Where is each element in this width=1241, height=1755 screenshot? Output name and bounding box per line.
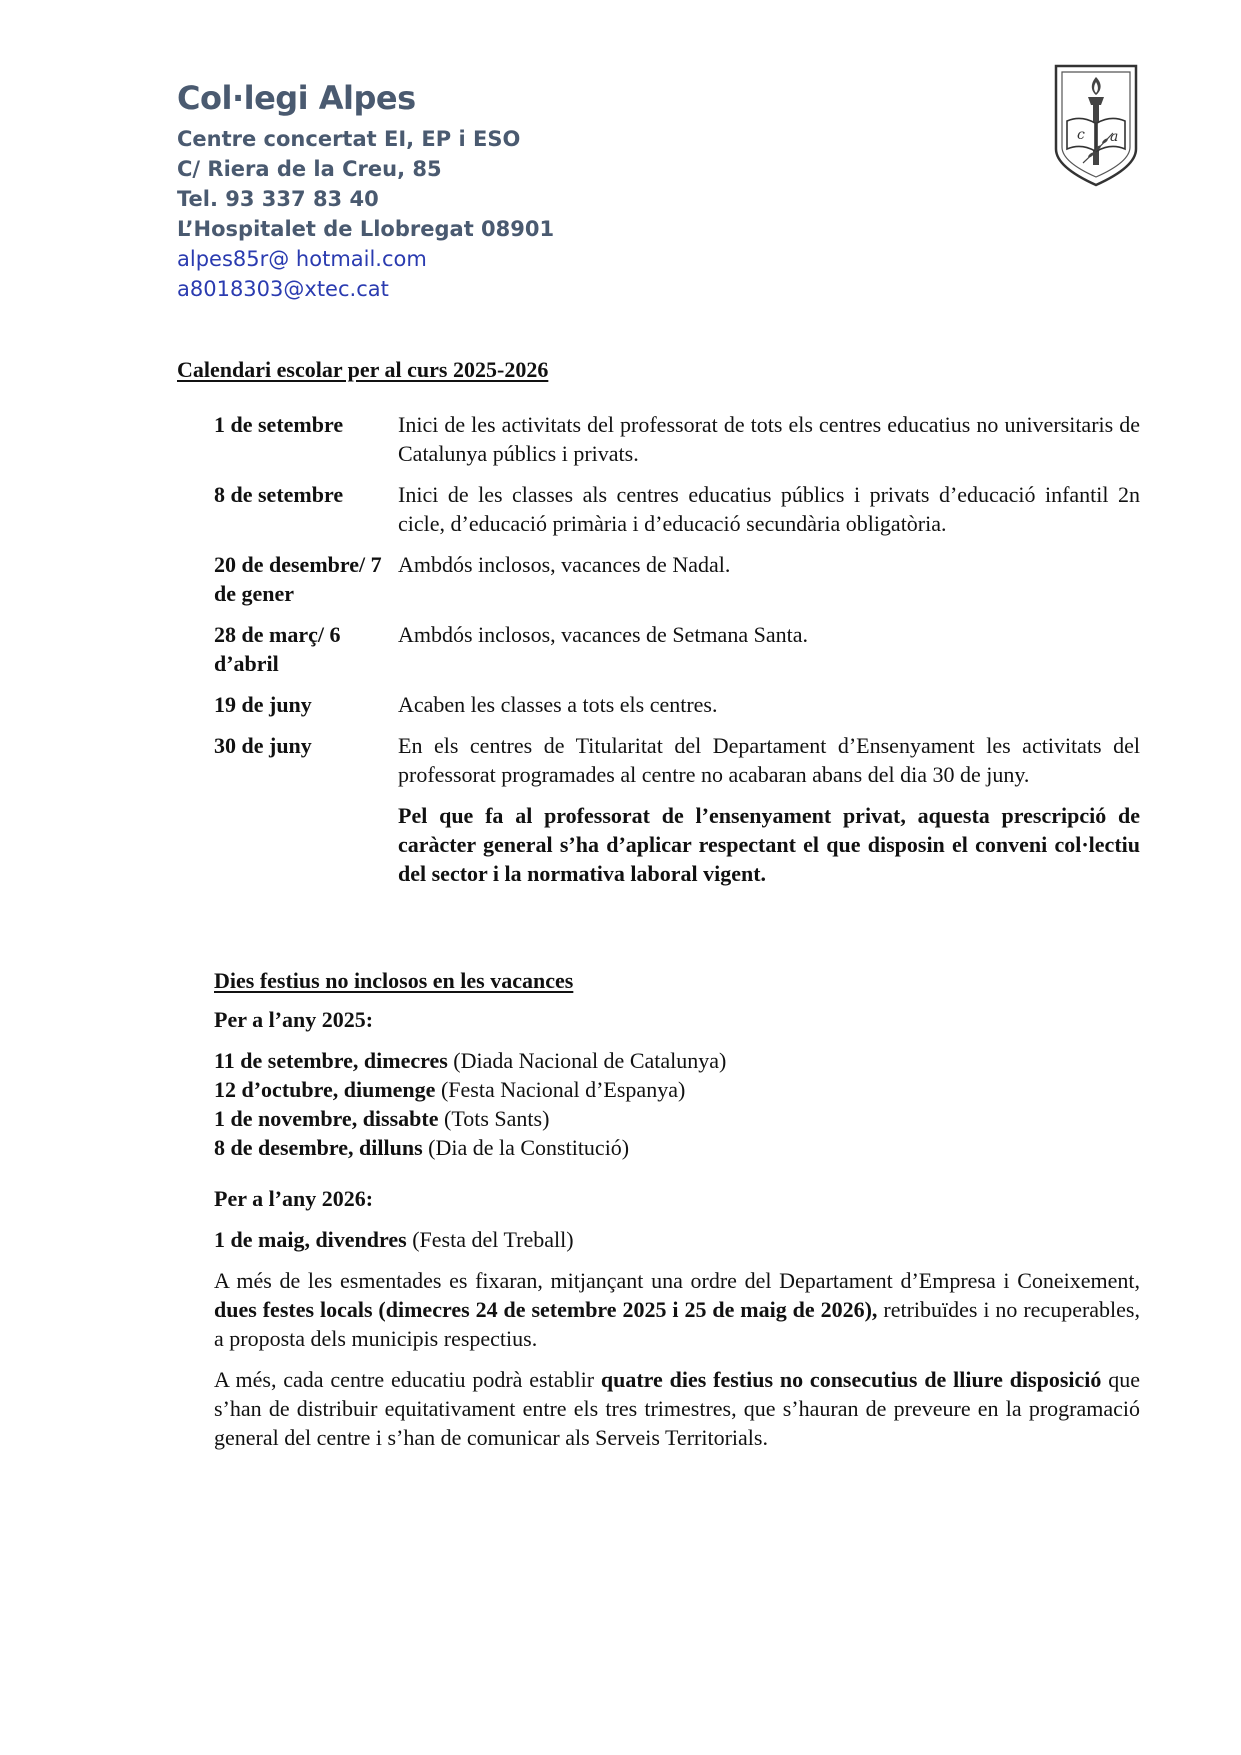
para-bold-text: dues festes locals (dimecres 24 de setembre 2025 i 25 de maig de 2026), — [214, 1297, 878, 1322]
list-item — [214, 1046, 1140, 1075]
calendar-date: 1 de setembre — [214, 412, 344, 437]
holiday-date: 8 de desembre, dilluns — [214, 1135, 423, 1160]
email-link-hotmail[interactable]: alpes85r@ hotmail.com — [177, 247, 427, 271]
holiday-date: 11 de setembre, dimecres — [214, 1048, 448, 1073]
calendar-row — [214, 731, 1140, 789]
calendar-desc: Inici de les activitats del professorat de tots els centres educatius no universitaris de Catalunya públics i privats. — [398, 412, 1140, 466]
holiday-name: (Dia de la Constitució) — [428, 1135, 630, 1160]
calendar-desc: En els centres de Titularitat del Departament d’Ensenyament les activitats del professorat programades al centre no acabaran abans del dia 30 de juny. — [398, 733, 1140, 787]
calendar-table — [214, 410, 1140, 888]
email-link-xtec[interactable]: a8018303@xtec.cat — [177, 277, 389, 301]
list-item — [214, 1075, 1140, 1104]
calendar-desc: Ambdós inclosos, vacances de Nadal. — [398, 552, 731, 577]
para-text: A més, cada centre educatiu podrà establir — [214, 1367, 601, 1392]
calendar-desc: Inici de les classes als centres educatius públics i privats d’educació infantil 2n cicle, d’educació primària i d’educació secundària obligatòria. — [398, 482, 1140, 536]
para-text: retribuïdes i no recuperables, a proposta dels municipis respectius. — [214, 1297, 1140, 1351]
calendar-date: 19 de juny — [214, 692, 312, 717]
holiday-name: (Diada Nacional de Catalunya) — [453, 1048, 727, 1073]
calendar-desc: Ambdós inclosos, vacances de Setmana Santa. — [398, 622, 808, 647]
list-item — [214, 1225, 1140, 1254]
holiday-date: 12 d’octubre, diumenge — [214, 1077, 436, 1102]
holiday-name: (Festa Nacional d’Espanya) — [440, 1077, 686, 1102]
school-name: Col·legi Alpes — [177, 79, 416, 117]
year-2025-heading: Per a l’any 2025: — [214, 1007, 374, 1032]
holiday-name: (Festa del Treball) — [412, 1227, 574, 1252]
para-bold-text: quatre dies festius no consecutius de lliure disposició — [600, 1367, 1102, 1392]
calendar-date: 28 de març/ 6 d’abril — [214, 622, 341, 676]
calendar-date: 20 de desembre/ 7 de gener — [214, 552, 382, 606]
holidays-section — [214, 1005, 1140, 1464]
para-text: que s’han de distribuir equitativament entre els tres trimestres, que s’hauran de preveure en la programació general del centre i s’han de comunicar als Serveis Territorials. — [214, 1367, 1141, 1450]
holiday-name: (Tots Sants) — [444, 1106, 550, 1131]
calendar-row — [214, 690, 1140, 719]
school-address: C/ Riera de la Creu, 85 — [177, 157, 442, 181]
school-city: L’Hospitalet de Llobregat 08901 — [177, 217, 555, 241]
calendar-date: 30 de juny — [214, 733, 312, 758]
free-days-paragraph — [214, 1365, 1140, 1452]
calendar-row — [214, 480, 1140, 538]
list-item — [214, 1133, 1140, 1162]
holiday-list-2025 — [214, 1046, 1140, 1162]
holiday-list-2026 — [214, 1225, 1140, 1254]
calendar-row — [214, 620, 1140, 678]
local-holidays-paragraph — [214, 1266, 1140, 1353]
year-2026-heading: Per a l’any 2026: — [214, 1186, 374, 1211]
private-teachers-note: Pel que fa al professorat de l’ensenyament privat, aquesta prescripció de caràcter general s’ha d’aplicar respectant el que disposin el conveni col·lectiu del sector i la normativa laboral vigent. — [398, 803, 1140, 886]
holidays-title: Dies festius no inclosos en les vacances — [214, 968, 574, 993]
calendar-date: 8 de setembre — [214, 482, 344, 507]
school-phone: Tel. 93 337 83 40 — [177, 187, 379, 211]
school-crest-torch-icon — [1053, 63, 1139, 189]
holiday-date: 1 de maig, divendres — [214, 1227, 407, 1252]
list-item — [214, 1104, 1140, 1133]
school-type: Centre concertat EI, EP i ESO — [177, 127, 521, 151]
crest-letter-a: a — [1110, 129, 1119, 145]
holiday-date: 1 de novembre, dissabte — [214, 1106, 439, 1131]
para-text: A més de les esmentades es fixaran, mitjançant una ordre del Departament d’Empresa i Coneixement, — [214, 1268, 1140, 1293]
calendar-title: Calendari escolar per al curs 2025-2026 — [177, 357, 549, 382]
letterhead — [177, 76, 877, 304]
calendar-desc: Acaben les classes a tots els centres. — [398, 692, 718, 717]
crest-letter-c: c — [1077, 127, 1085, 143]
calendar-row — [214, 550, 1140, 608]
calendar-row — [214, 410, 1140, 468]
